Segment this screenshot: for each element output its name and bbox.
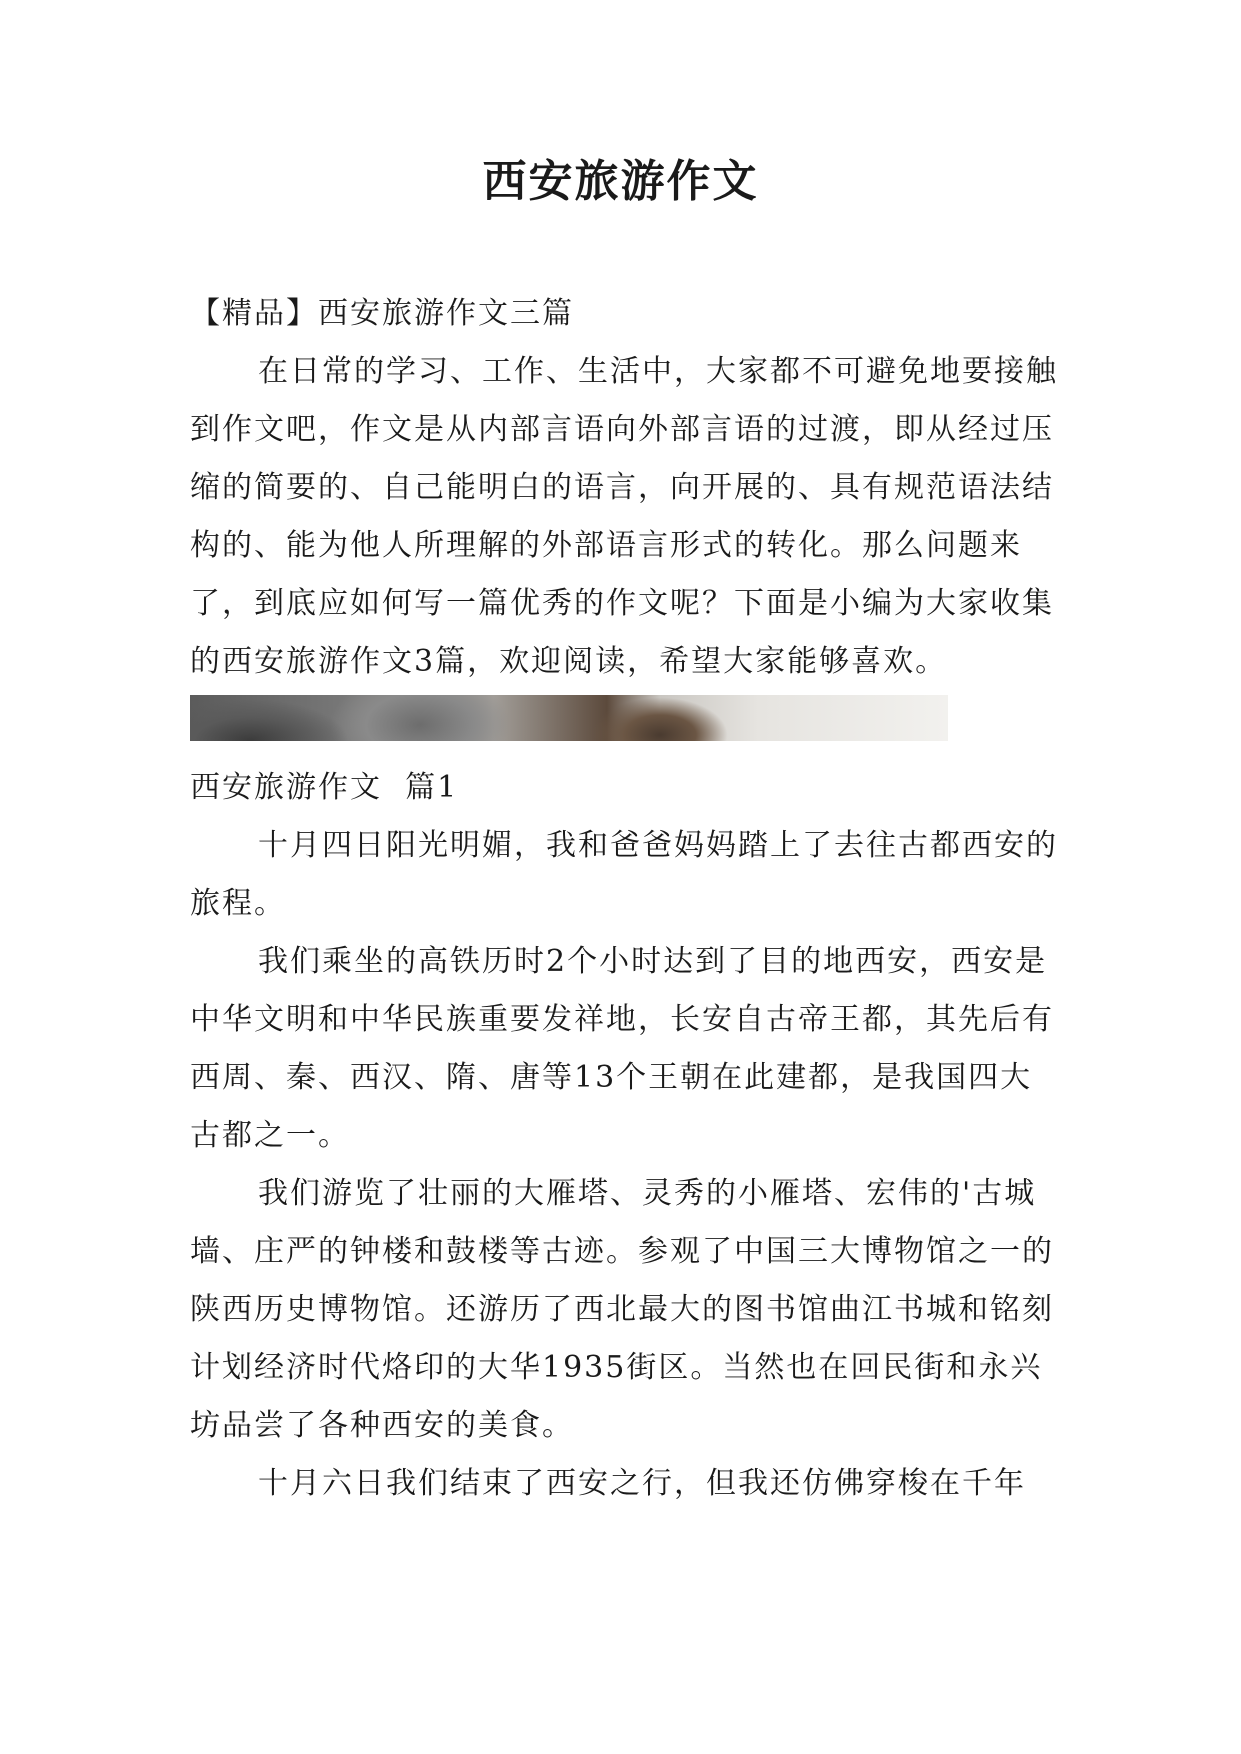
section-heading: 西安旅游作文 篇1 bbox=[190, 770, 459, 805]
document-body bbox=[190, 285, 1060, 1513]
document-title: 西安旅游作文 bbox=[482, 156, 759, 207]
banner-image bbox=[190, 695, 948, 741]
document-subtitle: 【精品】西安旅游作文三篇 bbox=[190, 296, 574, 331]
body-paragraph: 我们乘坐的高铁历时2个小时达到了目的地西安，西安是中华文明和中华民族重要发祥地，长安自古帝王都，其先后有西周、秦、西汉、隋、唐等13个王朝在此建都，是我国四大古都之一。 bbox=[190, 944, 1054, 1153]
body-paragraph: 我们游览了壮丽的大雁塔、灵秀的小雁塔、宏伟的'古城墙、庄严的钟楼和鼓楼等古迹。参观了中国三大博物馆之一的陕西历史博物馆。还游历了西北最大的图书馆曲江书城和铭刻计划经济时代烙印的大华1935街区。当然也在回民街和永兴坊品尝了各种西安的美食。 bbox=[190, 1176, 1054, 1443]
body-paragraph: 十月四日阳光明媚，我和爸爸妈妈踏上了去往古都西安的旅程。 bbox=[190, 828, 1058, 921]
body-paragraph: 十月六日我们结束了西安之行，但我还仿佛穿梭在千年 bbox=[258, 1466, 1026, 1501]
intro-paragraph: 在日常的学习、工作、生活中，大家都不可避免地要接触到作文吧，作文是从内部言语向外部言语的过渡，即从经过压缩的简要的、自己能明白的语言，向开展的、具有规范语法结构的、能为他人所理解的外部语言形式的转化。那么问题来了，到底应如何写一篇优秀的作文呢？下面是小编为大家收集的西安旅游作文3篇，欢迎阅读，希望大家能够喜欢。 bbox=[190, 354, 1058, 679]
